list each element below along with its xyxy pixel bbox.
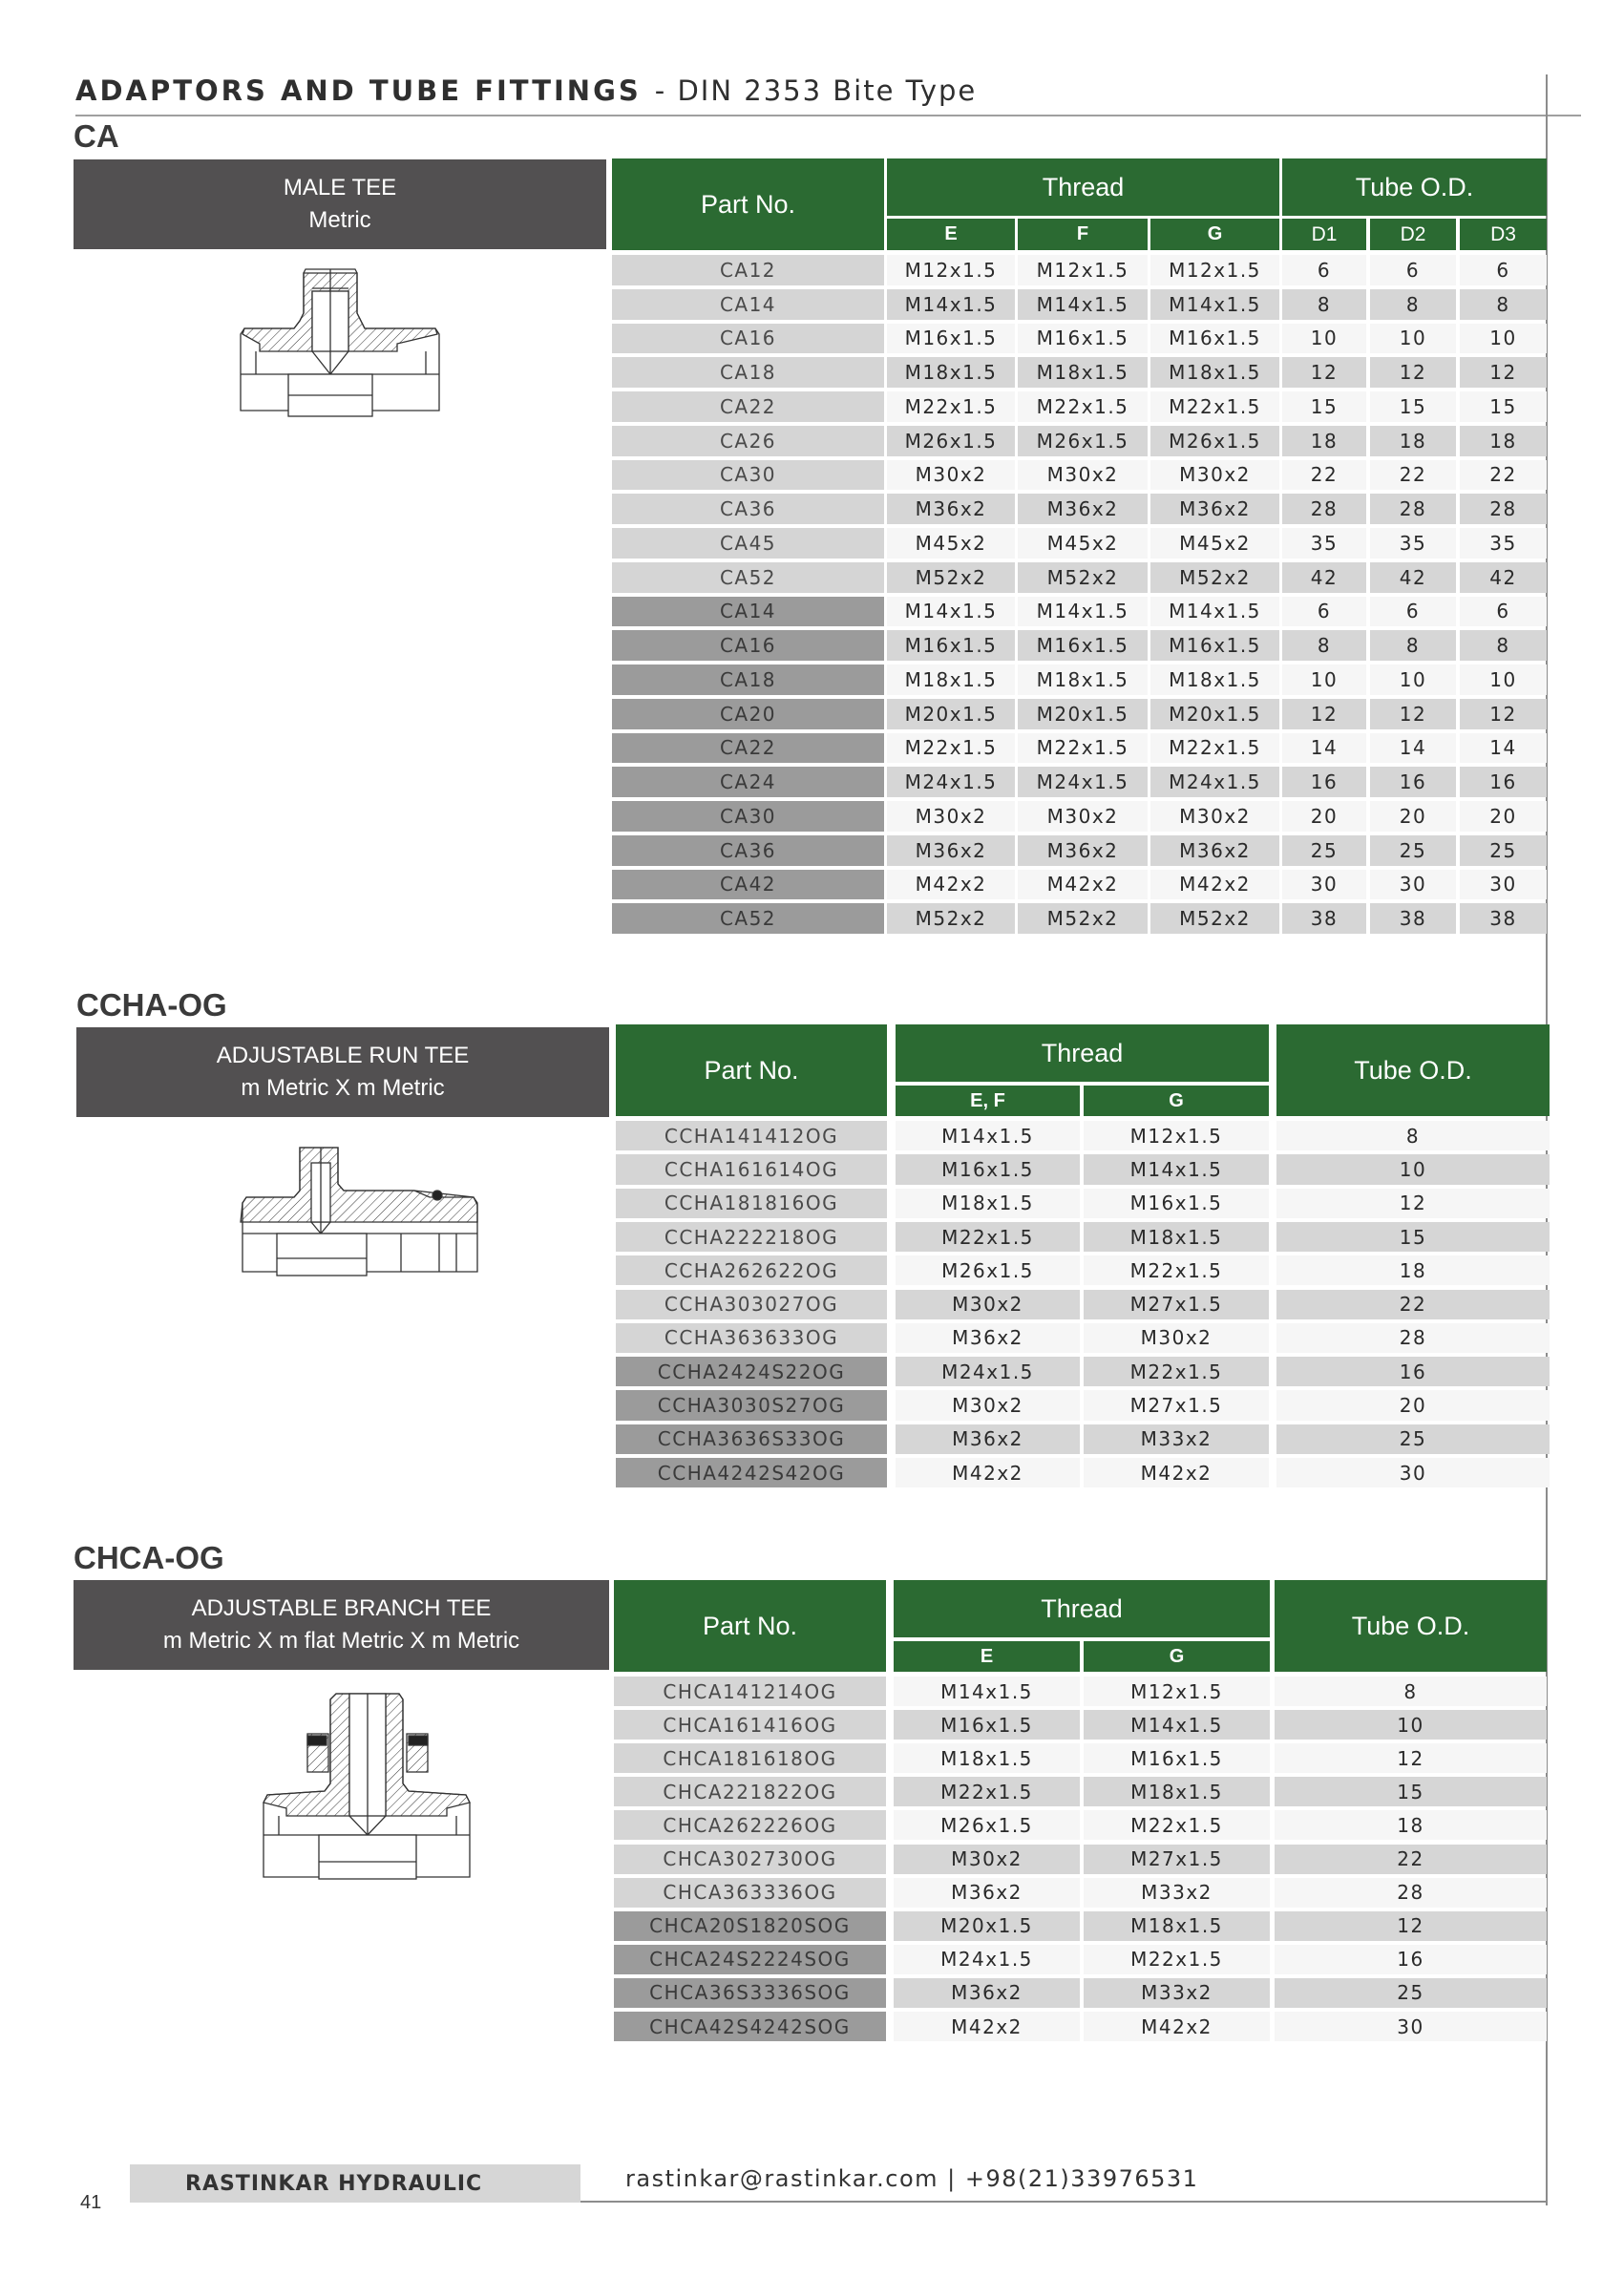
part-number-cell: CA16 xyxy=(612,324,884,354)
part-number-cell: CCHA3030S27OG xyxy=(616,1390,887,1420)
od-cell: 10 xyxy=(1276,1154,1550,1184)
t2-cell: M14x1.5 xyxy=(1084,1710,1270,1740)
t1-cell: M18x1.5 xyxy=(896,1189,1080,1218)
part-number-cell: CA16 xyxy=(612,630,884,661)
part-number-cell: CHCA221822OG xyxy=(614,1777,886,1806)
t2-cell: M14x1.5 xyxy=(1084,1154,1269,1184)
d3-cell: 15 xyxy=(1460,391,1547,422)
t2-cell: M18x1.5 xyxy=(1084,1911,1270,1941)
g-cell: M45x2 xyxy=(1150,528,1279,559)
adjustable-run-tee-drawing-icon xyxy=(239,1138,487,1281)
e-cell: M16x1.5 xyxy=(887,324,1015,354)
g-cell: M36x2 xyxy=(1150,835,1279,866)
d1-cell: 8 xyxy=(1282,289,1366,320)
g-cell: M52x2 xyxy=(1150,562,1279,593)
part-number-cell: CA30 xyxy=(612,460,884,491)
description-line1: ADJUSTABLE RUN TEE xyxy=(216,1043,470,1068)
f-cell: M52x2 xyxy=(1018,562,1148,593)
f-cell: M30x2 xyxy=(1018,801,1148,832)
column-header-part-no: Part No. xyxy=(616,1024,887,1116)
part-number-cell: CHCA42S4242SOG xyxy=(614,2012,886,2041)
d2-cell: 8 xyxy=(1370,289,1456,320)
e-cell: M24x1.5 xyxy=(887,767,1015,797)
t2-cell: M12x1.5 xyxy=(1084,1677,1270,1706)
d3-cell: 16 xyxy=(1460,767,1547,797)
g-cell: M14x1.5 xyxy=(1150,597,1279,627)
e-cell: M26x1.5 xyxy=(887,426,1015,456)
part-number-cell: CCHA3636S33OG xyxy=(616,1424,887,1454)
d1-cell: 14 xyxy=(1282,733,1366,764)
e-cell: M52x2 xyxy=(887,903,1015,934)
t1-cell: M30x2 xyxy=(896,1390,1080,1420)
part-number-cell: CA22 xyxy=(612,391,884,422)
part-number-cell: CA14 xyxy=(612,289,884,320)
part-number-cell: CA45 xyxy=(612,528,884,559)
column-header-e-f: E, F xyxy=(896,1086,1080,1116)
part-number-cell: CHCA20S1820SOG xyxy=(614,1911,886,1941)
part-number-cell: CA26 xyxy=(612,426,884,456)
f-cell: M18x1.5 xyxy=(1018,664,1148,695)
page-title-sub: - DIN 2353 Bite Type xyxy=(654,74,978,107)
d3-cell: 10 xyxy=(1460,664,1547,695)
t1-cell: M30x2 xyxy=(894,1845,1080,1874)
part-number-cell: CA42 xyxy=(612,870,884,900)
part-number-cell: CHCA302730OG xyxy=(614,1845,886,1874)
column-header-d1: D1 xyxy=(1282,219,1366,250)
t2-cell: M16x1.5 xyxy=(1084,1189,1269,1218)
od-cell: 25 xyxy=(1276,1424,1550,1454)
f-cell: M12x1.5 xyxy=(1018,255,1148,285)
f-cell: M30x2 xyxy=(1018,460,1148,491)
column-header-d3: D3 xyxy=(1460,219,1547,250)
section-description-ca xyxy=(74,159,606,249)
column-header-tube-od: Tube O.D. xyxy=(1275,1580,1547,1672)
d2-cell: 10 xyxy=(1370,324,1456,354)
e-cell: M18x1.5 xyxy=(887,357,1015,388)
od-cell: 25 xyxy=(1275,1978,1547,2008)
e-cell: M20x1.5 xyxy=(887,699,1015,729)
section-code-ca: CA xyxy=(74,118,119,154)
f-cell: M16x1.5 xyxy=(1018,630,1148,661)
t1-cell: M14x1.5 xyxy=(896,1121,1080,1150)
d1-cell: 22 xyxy=(1282,460,1366,491)
t2-cell: M16x1.5 xyxy=(1084,1743,1270,1773)
d1-cell: 18 xyxy=(1282,426,1366,456)
od-cell: 12 xyxy=(1275,1743,1547,1773)
f-cell: M22x1.5 xyxy=(1018,391,1148,422)
part-number-cell: CHCA161416OG xyxy=(614,1710,886,1740)
f-cell: M36x2 xyxy=(1018,494,1148,524)
part-number-cell: CA22 xyxy=(612,733,884,764)
part-number-cell: CA30 xyxy=(612,801,884,832)
od-cell: 28 xyxy=(1276,1323,1550,1353)
d1-cell: 6 xyxy=(1282,597,1366,627)
od-cell: 8 xyxy=(1275,1677,1547,1706)
column-header-thread: Thread xyxy=(894,1580,1270,1637)
part-number-cell: CHCA363336OG xyxy=(614,1878,886,1908)
od-cell: 12 xyxy=(1275,1911,1547,1941)
part-number-cell: CA18 xyxy=(612,664,884,695)
t1-cell: M36x2 xyxy=(894,1878,1080,1908)
part-number-cell: CCHA303027OG xyxy=(616,1290,887,1319)
page-number: 41 xyxy=(80,2192,102,2213)
footer-brand: RASTINKAR HYDRAULIC xyxy=(130,2164,580,2203)
od-cell: 22 xyxy=(1275,1845,1547,1874)
d1-cell: 8 xyxy=(1282,630,1366,661)
page-title-main: ADAPTORS AND TUBE FITTINGS xyxy=(75,74,642,107)
d1-cell: 15 xyxy=(1282,391,1366,422)
t2-cell: M33x2 xyxy=(1084,1424,1269,1454)
adjustable-branch-tee-drawing-icon xyxy=(260,1692,479,1883)
footer-contact: rastinkar@rastinkar.com | +98(21)33976531 xyxy=(625,2165,1199,2192)
f-cell: M18x1.5 xyxy=(1018,357,1148,388)
d3-cell: 12 xyxy=(1460,699,1547,729)
g-cell: M36x2 xyxy=(1150,494,1279,524)
d3-cell: 42 xyxy=(1460,562,1547,593)
e-cell: M52x2 xyxy=(887,562,1015,593)
column-header-d2: D2 xyxy=(1370,219,1456,250)
t1-cell: M24x1.5 xyxy=(894,1945,1080,1974)
e-cell: M22x1.5 xyxy=(887,733,1015,764)
d2-cell: 6 xyxy=(1370,597,1456,627)
part-number-cell: CCHA141412OG xyxy=(616,1121,887,1150)
part-number-cell: CHCA36S3336SOG xyxy=(614,1978,886,2008)
t2-cell: M30x2 xyxy=(1084,1323,1269,1353)
e-cell: M30x2 xyxy=(887,801,1015,832)
t1-cell: M36x2 xyxy=(896,1323,1080,1353)
od-cell: 16 xyxy=(1275,1945,1547,1974)
d1-cell: 28 xyxy=(1282,494,1366,524)
t1-cell: M42x2 xyxy=(896,1458,1080,1487)
e-cell: M18x1.5 xyxy=(887,664,1015,695)
part-number-cell: CA12 xyxy=(612,255,884,285)
column-header-g: G xyxy=(1150,219,1279,250)
t1-cell: M18x1.5 xyxy=(894,1743,1080,1773)
part-number-cell: CA14 xyxy=(612,597,884,627)
od-cell: 30 xyxy=(1275,2012,1547,2041)
od-cell: 30 xyxy=(1276,1458,1550,1487)
column-header-e: E xyxy=(887,219,1015,250)
f-cell: M22x1.5 xyxy=(1018,733,1148,764)
footer-divider xyxy=(580,2201,1548,2203)
od-cell: 15 xyxy=(1276,1222,1550,1252)
e-cell: M30x2 xyxy=(887,460,1015,491)
d3-cell: 12 xyxy=(1460,357,1547,388)
f-cell: M20x1.5 xyxy=(1018,699,1148,729)
t2-cell: M33x2 xyxy=(1084,1878,1270,1908)
g-cell: M12x1.5 xyxy=(1150,255,1279,285)
g-cell: M30x2 xyxy=(1150,460,1279,491)
part-number-cell: CA52 xyxy=(612,562,884,593)
part-number-cell: CA52 xyxy=(612,903,884,934)
g-cell: M30x2 xyxy=(1150,801,1279,832)
f-cell: M45x2 xyxy=(1018,528,1148,559)
title-divider xyxy=(75,115,1581,116)
t2-cell: M27x1.5 xyxy=(1084,1390,1269,1420)
d1-cell: 12 xyxy=(1282,699,1366,729)
f-cell: M36x2 xyxy=(1018,835,1148,866)
d3-cell: 25 xyxy=(1460,835,1547,866)
f-cell: M14x1.5 xyxy=(1018,289,1148,320)
t1-cell: M16x1.5 xyxy=(894,1710,1080,1740)
od-cell: 15 xyxy=(1275,1777,1547,1806)
d2-cell: 20 xyxy=(1370,801,1456,832)
d1-cell: 25 xyxy=(1282,835,1366,866)
d3-cell: 22 xyxy=(1460,460,1547,491)
column-header-g: G xyxy=(1084,1086,1269,1116)
d2-cell: 8 xyxy=(1370,630,1456,661)
part-number-cell: CHCA141214OG xyxy=(614,1677,886,1706)
f-cell: M16x1.5 xyxy=(1018,324,1148,354)
column-header-tube-od: Tube O.D. xyxy=(1276,1024,1550,1116)
g-cell: M52x2 xyxy=(1150,903,1279,934)
column-header-thread: Thread xyxy=(896,1024,1269,1082)
column-header-tube-od: Tube O.D. xyxy=(1282,158,1547,216)
t1-cell: M26x1.5 xyxy=(896,1255,1080,1285)
t2-cell: M18x1.5 xyxy=(1084,1777,1270,1806)
t1-cell: M16x1.5 xyxy=(896,1154,1080,1184)
d2-cell: 12 xyxy=(1370,699,1456,729)
d3-cell: 35 xyxy=(1460,528,1547,559)
part-number-cell: CCHA181816OG xyxy=(616,1189,887,1218)
part-number-cell: CCHA222218OG xyxy=(616,1222,887,1252)
od-cell: 28 xyxy=(1275,1878,1547,1908)
d3-cell: 6 xyxy=(1460,597,1547,627)
t2-cell: M27x1.5 xyxy=(1084,1290,1269,1319)
description-line1: ADJUSTABLE BRANCH TEE xyxy=(191,1595,492,1621)
g-cell: M24x1.5 xyxy=(1150,767,1279,797)
part-number-cell: CCHA262622OG xyxy=(616,1255,887,1285)
d3-cell: 28 xyxy=(1460,494,1547,524)
description-line1: MALE TEE xyxy=(283,175,397,200)
od-cell: 16 xyxy=(1276,1357,1550,1386)
od-cell: 8 xyxy=(1276,1121,1550,1150)
e-cell: M16x1.5 xyxy=(887,630,1015,661)
t1-cell: M36x2 xyxy=(896,1424,1080,1454)
t1-cell: M22x1.5 xyxy=(896,1222,1080,1252)
od-cell: 18 xyxy=(1276,1255,1550,1285)
f-cell: M24x1.5 xyxy=(1018,767,1148,797)
t1-cell: M14x1.5 xyxy=(894,1677,1080,1706)
d2-cell: 10 xyxy=(1370,664,1456,695)
g-cell: M18x1.5 xyxy=(1150,357,1279,388)
description-line2: m Metric X m flat Metric X m Metric xyxy=(162,1628,520,1654)
section-description-chca-og xyxy=(74,1580,609,1670)
part-number-cell: CCHA363633OG xyxy=(616,1323,887,1353)
g-cell: M14x1.5 xyxy=(1150,289,1279,320)
t2-cell: M22x1.5 xyxy=(1084,1357,1269,1386)
d2-cell: 35 xyxy=(1370,528,1456,559)
column-header-part-no: Part No. xyxy=(614,1580,886,1672)
part-number-cell: CCHA161614OG xyxy=(616,1154,887,1184)
d3-cell: 8 xyxy=(1460,630,1547,661)
e-cell: M14x1.5 xyxy=(887,597,1015,627)
d3-cell: 8 xyxy=(1460,289,1547,320)
t2-cell: M18x1.5 xyxy=(1084,1222,1269,1252)
column-header-part-no: Part No. xyxy=(612,158,884,250)
column-header-f: F xyxy=(1018,219,1148,250)
section-code-chca-og: CHCA-OG xyxy=(74,1540,224,1575)
section-description-ccha-og xyxy=(76,1027,609,1117)
male-tee-drawing-icon xyxy=(239,267,453,420)
part-number-cell: CA18 xyxy=(612,357,884,388)
f-cell: M52x2 xyxy=(1018,903,1148,934)
f-cell: M14x1.5 xyxy=(1018,597,1148,627)
e-cell: M22x1.5 xyxy=(887,391,1015,422)
d2-cell: 25 xyxy=(1370,835,1456,866)
t1-cell: M26x1.5 xyxy=(894,1810,1080,1840)
part-number-cell: CCHA4242S42OG xyxy=(616,1458,887,1487)
d1-cell: 12 xyxy=(1282,357,1366,388)
description-line2: m Metric X m Metric xyxy=(241,1075,445,1101)
d1-cell: 30 xyxy=(1282,870,1366,900)
t1-cell: M42x2 xyxy=(894,2012,1080,2041)
g-cell: M42x2 xyxy=(1150,870,1279,900)
t2-cell: M12x1.5 xyxy=(1084,1121,1269,1150)
t1-cell: M20x1.5 xyxy=(894,1911,1080,1941)
e-cell: M14x1.5 xyxy=(887,289,1015,320)
part-number-cell: CA36 xyxy=(612,494,884,524)
description-line2: Metric xyxy=(308,207,371,233)
page-title xyxy=(75,74,977,107)
d1-cell: 20 xyxy=(1282,801,1366,832)
d3-cell: 6 xyxy=(1460,255,1547,285)
od-cell: 20 xyxy=(1276,1390,1550,1420)
d3-cell: 10 xyxy=(1460,324,1547,354)
d2-cell: 6 xyxy=(1370,255,1456,285)
g-cell: M26x1.5 xyxy=(1150,426,1279,456)
g-cell: M22x1.5 xyxy=(1150,391,1279,422)
d2-cell: 22 xyxy=(1370,460,1456,491)
g-cell: M16x1.5 xyxy=(1150,324,1279,354)
t2-cell: M22x1.5 xyxy=(1084,1945,1270,1974)
column-header-e: E xyxy=(894,1641,1080,1672)
d3-cell: 38 xyxy=(1460,903,1547,934)
section-code-ccha-og: CCHA-OG xyxy=(76,987,227,1023)
d1-cell: 42 xyxy=(1282,562,1366,593)
t1-cell: M22x1.5 xyxy=(894,1777,1080,1806)
column-header-thread: Thread xyxy=(887,158,1279,216)
t2-cell: M27x1.5 xyxy=(1084,1845,1270,1874)
part-number-cell: CA20 xyxy=(612,699,884,729)
d2-cell: 18 xyxy=(1370,426,1456,456)
t1-cell: M24x1.5 xyxy=(896,1357,1080,1386)
column-header-g: G xyxy=(1084,1641,1270,1672)
d2-cell: 15 xyxy=(1370,391,1456,422)
d3-cell: 20 xyxy=(1460,801,1547,832)
g-cell: M22x1.5 xyxy=(1150,733,1279,764)
d3-cell: 18 xyxy=(1460,426,1547,456)
e-cell: M12x1.5 xyxy=(887,255,1015,285)
t2-cell: M33x2 xyxy=(1084,1978,1270,2008)
e-cell: M36x2 xyxy=(887,835,1015,866)
od-cell: 10 xyxy=(1275,1710,1547,1740)
d2-cell: 30 xyxy=(1370,870,1456,900)
d1-cell: 6 xyxy=(1282,255,1366,285)
d3-cell: 14 xyxy=(1460,733,1547,764)
part-number-cell: CCHA2424S22OG xyxy=(616,1357,887,1386)
f-cell: M26x1.5 xyxy=(1018,426,1148,456)
od-cell: 22 xyxy=(1276,1290,1550,1319)
d3-cell: 30 xyxy=(1460,870,1547,900)
f-cell: M42x2 xyxy=(1018,870,1148,900)
d2-cell: 38 xyxy=(1370,903,1456,934)
t2-cell: M42x2 xyxy=(1084,2012,1270,2041)
d2-cell: 28 xyxy=(1370,494,1456,524)
d1-cell: 35 xyxy=(1282,528,1366,559)
part-number-cell: CHCA24S2224SOG xyxy=(614,1945,886,1974)
part-number-cell: CA36 xyxy=(612,835,884,866)
t1-cell: M30x2 xyxy=(896,1290,1080,1319)
part-number-cell: CA24 xyxy=(612,767,884,797)
od-cell: 18 xyxy=(1275,1810,1547,1840)
g-cell: M20x1.5 xyxy=(1150,699,1279,729)
d2-cell: 12 xyxy=(1370,357,1456,388)
d1-cell: 10 xyxy=(1282,324,1366,354)
part-number-cell: CHCA181618OG xyxy=(614,1743,886,1773)
g-cell: M16x1.5 xyxy=(1150,630,1279,661)
g-cell: M18x1.5 xyxy=(1150,664,1279,695)
e-cell: M36x2 xyxy=(887,494,1015,524)
d2-cell: 14 xyxy=(1370,733,1456,764)
e-cell: M45x2 xyxy=(887,528,1015,559)
d2-cell: 42 xyxy=(1370,562,1456,593)
d2-cell: 16 xyxy=(1370,767,1456,797)
e-cell: M42x2 xyxy=(887,870,1015,900)
t2-cell: M22x1.5 xyxy=(1084,1255,1269,1285)
d1-cell: 16 xyxy=(1282,767,1366,797)
part-number-cell: CHCA262226OG xyxy=(614,1810,886,1840)
t2-cell: M22x1.5 xyxy=(1084,1810,1270,1840)
t2-cell: M42x2 xyxy=(1084,1458,1269,1487)
od-cell: 12 xyxy=(1276,1189,1550,1218)
d1-cell: 38 xyxy=(1282,903,1366,934)
d1-cell: 10 xyxy=(1282,664,1366,695)
t1-cell: M36x2 xyxy=(894,1978,1080,2008)
